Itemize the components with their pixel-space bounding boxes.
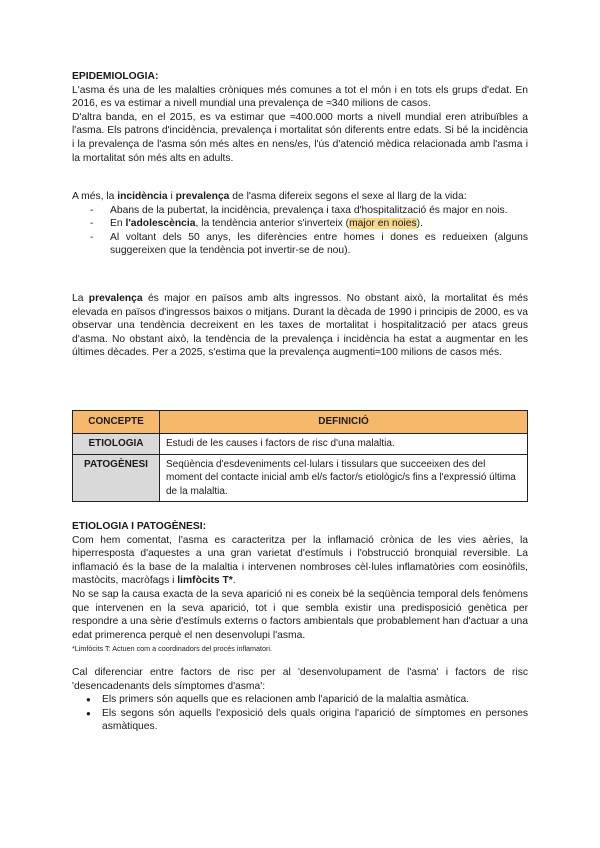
etiology-heading: ETIOLOGIA I PATOGÈNESI: <box>72 521 207 532</box>
table-header-concept: CONCEPTE <box>73 411 160 434</box>
epidemiology-paragraph-1: L'asma és una de les malalties cròniques més comunes a tot el món i en tots els grups d'edat. En 2016, es va estimar a nivell mundial una prevalença de ≈340 milions de casos. <box>72 84 528 110</box>
table-cell-label: PATOGÈNESI <box>73 454 160 502</box>
footnote: *Limfòcits T: Actuen com a coordinadors del procés inflamatori. <box>72 644 273 653</box>
epidemiology-section <box>72 70 528 165</box>
sex-differences-intro: A més, la incidència i prevalença de l'asma difereix segons el sexe al llarg de la vida: <box>72 191 467 202</box>
risk-factors-list <box>72 693 528 734</box>
list-item: - En l'adolescència, la tendència anterior s'inverteix (major en noies). <box>72 217 528 231</box>
risk-factors-intro: Cal diferenciar entre factors de risc per al 'desenvolupament de l'asma' i factors de risc 'desencadenants dels símptomes d'asma': <box>72 667 528 692</box>
sex-differences-section <box>72 190 528 258</box>
table-cell-definition: Seqüència d'esdeveniments cel·lulars i tissulars que succeeixen des del moment del contacte inicial amb el/s factor/s etiològic/s fins a l'expressió última de la malaltia. <box>160 454 528 502</box>
etiology-section <box>72 520 528 642</box>
concept-table <box>72 410 528 502</box>
concept-table-wrap <box>72 410 528 502</box>
table-row <box>73 434 528 455</box>
epidemiology-paragraph-2: D'altra banda, en el 2015, es va estimar que ≈400.000 morts a nivell mundial eren atribuïbles a l'asma. Els patrons d'incidència, prevalença i mortalitat són diferents entre edats. Si bé la incidència i la prevalença de l'asma són més altes en nens/es, l'ús d'atenció mèdica relacionada amb l'asma i la mortalitat són més alts en adults. <box>72 111 528 164</box>
table-cell-label: ETIOLOGIA <box>73 434 160 455</box>
risk-factors-section <box>72 666 528 734</box>
prevalence-paragraph: La prevalença és major en països amb alts ingressos. No obstant això, la mortalitat és més elevada en països d'ingressos baixos o mitjans. Durant la dècada de 1990 i principis de 2000, es va observar una tendència decreixent en les taxes de mortalitat i hospitalització per atacs greus d'asma. No obstant això, la tendència de la prevalença i incidència ha estat a augmentar en les últimes dècades. Per a 2025, s'estima que la prevalença augmenti≈100 milions de casos més. <box>72 293 528 359</box>
etiology-paragraph-2: No se sap la causa exacta de la seva aparició ni es coneix bé la seqüència temporal dels fenòmens que intervenen en la seva aparició, tot i que sembla existir una predisposició genètica per respondre a una sèrie d'estímuls externs o factors ambientals que probablement han d'actuar a una edat primerenca perquè el nen desenvolupi l'asma. <box>72 588 528 641</box>
table-header-row <box>73 411 528 434</box>
sex-differences-list <box>72 204 528 258</box>
table-cell-definition: Estudi de les causes i factors de risc d'una malaltia. <box>160 434 528 455</box>
highlighted-text: major en noies <box>349 218 417 230</box>
list-item: ● Els primers són aquells que es relacionen amb l'aparició de la malaltia asmàtica. <box>72 693 528 707</box>
table-header-definition: DEFINICIÓ <box>160 411 528 434</box>
list-item: ● Els segons són aquells l'exposició dels quals origina l'aparició de símptomes en persones asmàtiques. <box>72 707 528 734</box>
etiology-paragraph-1: Com hem comentat, l'asma es caracteritza per la inflamació crònica de les vies aèries, la hiperresposta d'aquestes a una gran varietat d'estímuls i l'obstrucció bronquial reversible. La inflamació és la base de la malaltia i intervenen nombroses cèl·lules inflamatòries com eosinòfils, mastòcits, macròfags i limfòcits T*. <box>72 534 528 587</box>
list-item: - Abans de la pubertat, la incidència, prevalença i taxa d'hospitalització és major en nois. <box>72 204 528 218</box>
list-item: - Al voltant dels 50 anys, les diferències entre homes i dones es redueixen (alguns suggereixen que la tendència pot invertir-se de nou). <box>72 231 528 258</box>
epidemiology-heading: EPIDEMIOLOGIA: <box>72 71 159 82</box>
table-row <box>73 454 528 502</box>
